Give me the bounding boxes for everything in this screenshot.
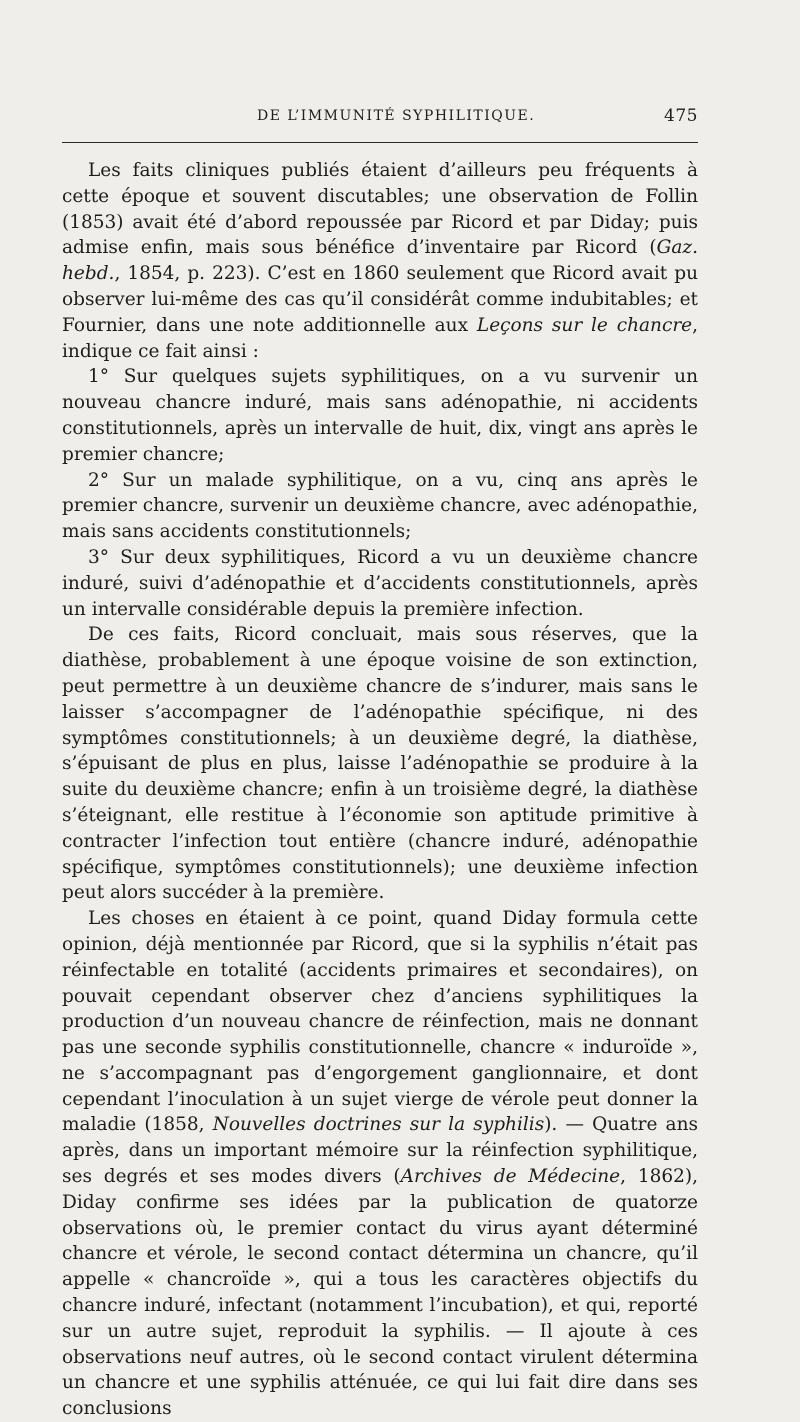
paragraph: [62, 622, 698, 906]
running-head: [62, 104, 698, 130]
text-run: 2° Sur un malade syphilitique, on a vu, cinq ans après le premier chancre, survenir un deuxième chancre, avec adénopathie, mais sans accidents constitutionnels;: [62, 469, 698, 543]
page-number: 475: [664, 106, 698, 126]
paragraph: [62, 158, 698, 364]
italic-citation: Gaz. hebd.: [62, 237, 698, 285]
text-run: , 1862), Diday confirme ses idées par la publication de quatorze observations où, le premier contact du virus ayant déterminé chancre et vérole, le second contact détermina un chancre, qu’il appelle « chancroïde », qui a tous les caractères objectifs du chancre induré, infectant (notamment l’incubation), et qui, reporté sur un autre sujet, reproduit la syphilis. — Il ajoute à ces observations neuf autres, où le second contact virulent détermina un chancre et une syphilis atténuée, ce qui lui fait dire dans ses conclusions: [62, 1166, 698, 1420]
text-run: De ces faits, Ricord concluait, mais sous réserves, que la diathèse, probablement à une époque voisine de son extinction, peut permettre à un deuxième chancre de s’indurer, mais sans le laisser s’accompagner de l’adénopathie spécifique, ni des symptômes constitutionnels; à un deuxième degré, la diathèse, s’épuisant de plus en plus, laisse l’adénopathie se produire à la suite du deuxième chancre; enfin à un troisième degré, la diathèse s’éteignant, elle restitue à l’économie son aptitude primitive à contracter l’infection tout entière (chancre induré, adénopathie spécifique, symptômes constitutionnels); une deuxième infection peut alors succéder à la première.: [62, 624, 698, 904]
text-run: ). — Quatre ans après, dans un important mémoire sur la réinfection syphilitique, ses degrés et ses modes divers (: [62, 1114, 698, 1188]
text-run: Les faits cliniques publiés étaient d’ailleurs peu fréquents à cette époque et souvent discutables; une observation de Follin (1853) avait été d’abord repoussée par Ricord et par Diday; puis admise enfin, mais sous bénéfice d’inventaire par Ricord (: [62, 160, 698, 259]
text-run: 3° Sur deux syphilitiques, Ricord a vu un deuxième chancre induré, suivi d’adénopathie et d’accidents constitutionnels, après un intervalle considérable depuis la première infection.: [62, 546, 698, 620]
paragraph: [62, 468, 698, 545]
paragraph: [62, 906, 698, 1422]
text-run: , 1854, p. 223). C’est en 1860 seulement que Ricord avait pu observer lui-même des cas qu’il considérât comme indubitables; et Fournier, dans une note additionnelle aux: [62, 263, 698, 336]
paragraph: [62, 545, 698, 622]
paragraph: [62, 364, 698, 467]
italic-citation: Leçons sur le chancre: [476, 314, 693, 336]
text-run: , indique ce fait ainsi :: [62, 314, 699, 362]
body-text: [62, 158, 698, 1422]
running-title: DE L’IMMUNITÉ SYPHILITIQUE.: [257, 108, 536, 124]
text-run: Les choses en étaient à ce point, quand Diday formula cette opinion, déjà mentionnée par Ricord, que si la syphilis n’était pas réinfectable en totalité (accidents primaires et secondaires), on pouvait cependant observer chez d’anciens syphilitiques la production d’un nouveau chancre de réinfection, mais ne donnant pas une seconde syphilis constitutionnelle, chancre « induroïde », ne s’accompagnant pas d’engorgement ganglionnaire, et dont cependant l’inoculation à un sujet vierge de vérole peut donner la maladie (1858,: [62, 908, 698, 1136]
header-rule: [62, 142, 698, 143]
italic-citation: Archives de Médecine: [400, 1166, 621, 1188]
italic-citation: Nouvelles doctrines sur la syphilis: [212, 1114, 545, 1136]
text-run: 1° Sur quelques sujets syphilitiques, on a vu survenir un nouveau chancre induré, mais sans adénopathie, ni accidents constitutionnels, après un intervalle de huit, dix, vingt ans après le premier chancre;: [62, 366, 698, 465]
